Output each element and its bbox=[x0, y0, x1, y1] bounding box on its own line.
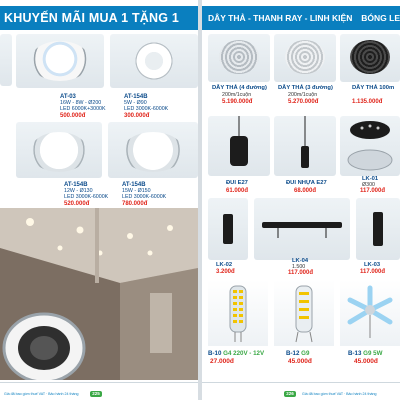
socket-image bbox=[208, 116, 270, 176]
page-footer bbox=[202, 382, 400, 400]
page-number: 226 bbox=[284, 391, 296, 397]
wire-spool-image bbox=[350, 40, 390, 74]
part-tile bbox=[340, 116, 400, 176]
section-title: DÂY THẢ - THANH RAY - LINH KIỆN bbox=[208, 13, 353, 23]
part-price: 117.000đ bbox=[360, 269, 386, 275]
wire-price: 1.135.000đ bbox=[352, 99, 383, 105]
section-title-2: BÓNG LE bbox=[361, 13, 400, 23]
part-tile bbox=[208, 116, 270, 176]
bulb-price: 45.000đ bbox=[288, 358, 312, 365]
part-name: ĐUI NHỰA E27 bbox=[286, 180, 327, 186]
part-name: LK-01 bbox=[362, 176, 379, 182]
bulb-caption: B-10 G4 220V - 12V bbox=[208, 350, 265, 357]
track-rail-image bbox=[254, 198, 350, 260]
wire-name: DÂY THẢ 100m bbox=[352, 85, 395, 91]
part-price: 68.000đ bbox=[294, 188, 317, 194]
part-sub: 1.500 bbox=[292, 264, 306, 270]
downlight-image bbox=[122, 132, 184, 172]
g9-star-bulb-image bbox=[340, 280, 400, 346]
g9-bulb-image bbox=[274, 280, 334, 346]
product-label: AT-154B 5W - Ø90 LED 3000K-6000K 300.000đ bbox=[124, 94, 169, 119]
wire-name: DÂY THẢ (4 đường) bbox=[212, 85, 267, 91]
right-page bbox=[202, 0, 400, 400]
product-tile bbox=[16, 34, 104, 88]
bulb-caption: B-13 G9 5W bbox=[348, 350, 383, 357]
part-price: 117.000đ bbox=[360, 188, 386, 194]
wire-tile bbox=[208, 34, 270, 82]
g4-bulb-image bbox=[208, 280, 268, 346]
wire-tile bbox=[340, 34, 400, 82]
downlight-image bbox=[30, 41, 90, 81]
bulb-price: 45.000đ bbox=[354, 358, 378, 365]
part-tile bbox=[274, 116, 336, 176]
bulb-tile bbox=[340, 280, 400, 346]
footer-text: Giá đã bao gồm thuế VAT · Bảo hành 24 tháng bbox=[4, 392, 79, 396]
part-tile bbox=[208, 198, 248, 260]
part-name: ĐUI E27 bbox=[226, 180, 248, 186]
page-footer bbox=[0, 382, 198, 400]
wire-qty: 200m/1cuộn bbox=[222, 92, 252, 98]
bulb-price: 27.000đ bbox=[210, 358, 234, 365]
product-label: AT-03 16W - 8W - Ø200 LED 6000K+3000K 500.000đ bbox=[60, 94, 106, 119]
wire-spool-image bbox=[219, 40, 259, 74]
product-label: AT-154B 12W - Ø130 LED 3000K-6000K 520.000đ bbox=[64, 182, 109, 207]
promo-header: KHUYẾN MÃI MUA 1 TẶNG 1 bbox=[0, 6, 198, 30]
connector-image bbox=[356, 198, 400, 260]
socket-image bbox=[274, 116, 336, 176]
part-name: LK-04 bbox=[292, 258, 309, 264]
downlight-image bbox=[132, 41, 176, 81]
wire-qty: 200m/1cuộn bbox=[288, 92, 318, 98]
canopy-image bbox=[340, 116, 400, 176]
wire-spool-image bbox=[285, 40, 325, 74]
downlight-image bbox=[30, 132, 88, 172]
bulb-tile bbox=[208, 280, 268, 346]
wire-name: DÂY THẢ (3 đường) bbox=[278, 85, 333, 91]
ceiling-lights-illustration bbox=[0, 208, 198, 380]
wire-price: 5.190.000đ bbox=[222, 99, 253, 105]
part-price: 3.200đ bbox=[216, 269, 235, 275]
product-tile-partial bbox=[0, 34, 12, 86]
footer-text: Giá đã bao gồm thuế VAT · Bảo hành 24 tháng bbox=[302, 392, 377, 396]
part-price: 61.000đ bbox=[226, 188, 249, 194]
page-number: 225 bbox=[90, 391, 102, 397]
bulb-tile bbox=[274, 280, 334, 346]
product-tile bbox=[110, 34, 198, 88]
product-tile bbox=[16, 122, 102, 178]
interior-photo bbox=[0, 208, 198, 380]
section-header bbox=[202, 6, 400, 30]
part-name: LK-02 bbox=[216, 262, 233, 268]
part-tile bbox=[356, 198, 400, 260]
part-price: 117.000đ bbox=[288, 270, 314, 276]
wire-price: 5.270.000đ bbox=[288, 99, 319, 105]
left-page bbox=[0, 0, 198, 400]
product-label: AT-154B 15W - Ø150 LED 3000K-6000K 780.000đ bbox=[122, 182, 167, 207]
part-name: LK-03 bbox=[364, 262, 381, 268]
product-tile bbox=[108, 122, 198, 178]
connector-image bbox=[208, 198, 248, 260]
bulb-caption: B-12 G9 bbox=[286, 350, 310, 357]
wire-tile bbox=[274, 34, 336, 82]
part-sub: Ø300 bbox=[362, 182, 375, 188]
part-tile bbox=[254, 198, 350, 260]
